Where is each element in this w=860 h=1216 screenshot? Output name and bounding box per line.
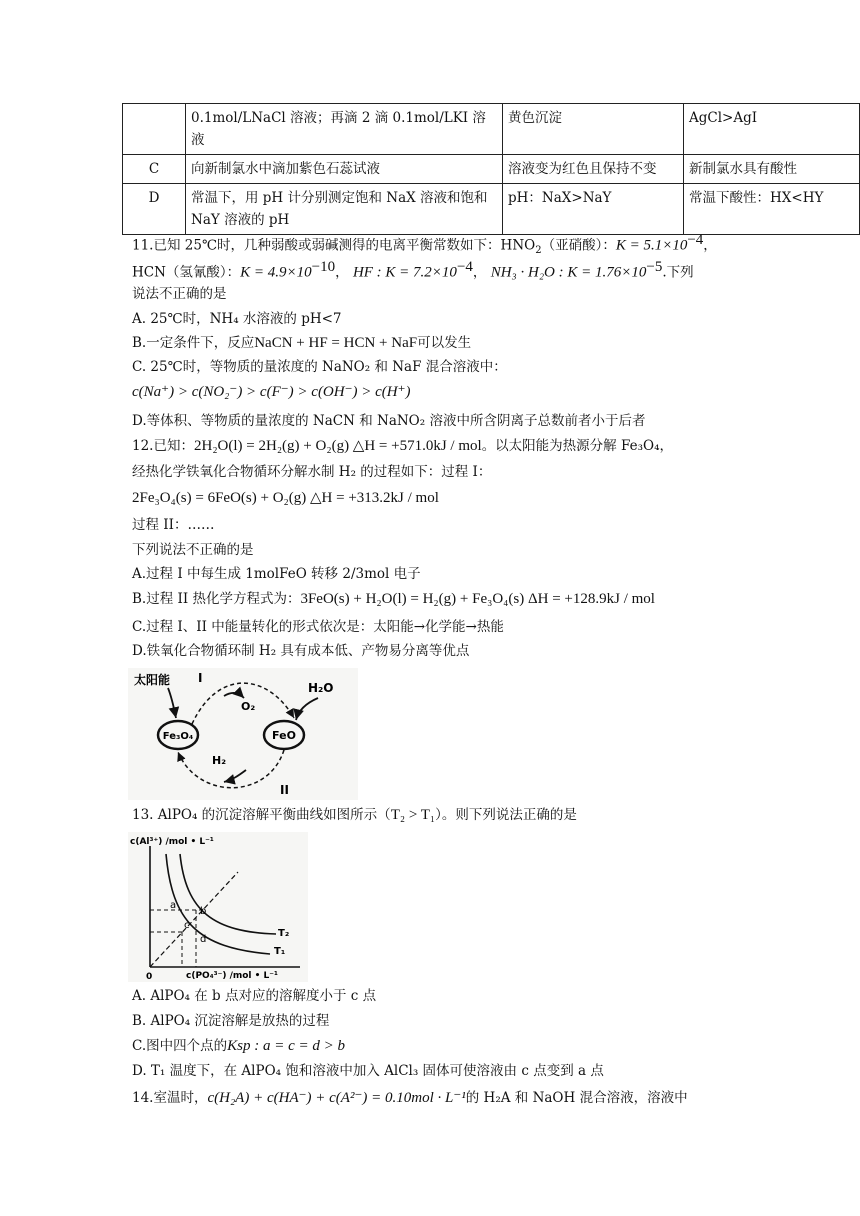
- q13-text: ）。则下列说法正确的是: [435, 807, 577, 823]
- thermo-equation: 3FeO(s) + H₂O(l) = H₂(g) + Fe₃O₄(s) ΔH = +128.9kJ / mol: [300, 591, 655, 607]
- solubility-curve-figure: [128, 832, 308, 982]
- table-cell: 向新制氯水中滴加紫色石蕊试液: [186, 155, 503, 184]
- point-b-label: b: [200, 906, 207, 917]
- q11-text: 11.已知 25℃时，几种弱酸或弱碱测得的电离平衡常数如下：HNO: [132, 237, 536, 254]
- q13-text: C.图中四个点的: [132, 1038, 228, 1054]
- q11-option-d: D.等体积、等物质的量浓度的 NaCN 和 NaNO₂ 溶液中所含阴离子总数前者小于后者: [132, 413, 646, 429]
- options-table: [122, 103, 860, 235]
- x-axis-label: c(PO₄³⁻) /mol • L⁻¹: [186, 971, 278, 981]
- fe3o4-label: Fe₃O₄: [162, 731, 194, 742]
- q11-stem: 说法不正确的是: [132, 286, 227, 302]
- curve-t2-label: T₂: [278, 928, 290, 939]
- q11-option-b: [132, 332, 471, 354]
- k-value: K = 5.1×10: [615, 237, 688, 254]
- table-row: [123, 184, 860, 235]
- q12-option-d: D.铁氧化合物循环制 H₂ 具有成本低、产物易分离等优点: [132, 643, 470, 659]
- q12-line2: 经热化学铁氧化合物循环分解水制 H₂ 的过程如下：过程 I：: [132, 464, 492, 480]
- k-value: K = 4.9×10: [240, 264, 312, 281]
- q11-option-c-inequality: c(Na⁺) > c(NO₂⁻) > c(F⁻) > c(OH⁻) > c(H⁺): [132, 384, 411, 400]
- q11-text: HCN（氢氰酸）：: [132, 264, 241, 281]
- sun-energy-label: 太阳能: [134, 673, 171, 687]
- point-c-label: c: [184, 920, 190, 931]
- temperature-condition: T₂ > T₁: [390, 807, 436, 823]
- feo-label: FeO: [272, 729, 296, 742]
- figure-background: [128, 832, 308, 982]
- table-cell: pH：NaX>NaY: [503, 184, 684, 235]
- q14-line1: [132, 1087, 688, 1109]
- o2-label: O₂: [241, 700, 256, 713]
- q12-equation-process-1: 2Fe₃O₄(s) = 6FeO(s) + O₂(g) △H = +313.2kJ / mol: [132, 490, 439, 506]
- q12-option-b: [132, 588, 655, 610]
- q13-option-c: [132, 1035, 345, 1057]
- table-cell: 常温下酸性：HX<HY: [684, 184, 860, 235]
- q12-stem: 下列说法不正确的是: [132, 542, 254, 558]
- q11-text: .下列: [662, 264, 694, 281]
- row-label: C: [123, 155, 186, 184]
- q14-text: 14.室温时，: [132, 1090, 208, 1106]
- q13-text: 13. AlPO₄ 的沉淀溶解平衡曲线如图所示（: [132, 807, 391, 823]
- q11-line1: 11.已知 25℃时，几种弱酸或弱碱测得的电离平衡常数如下：$HNO_2$（亚硝酸）：$K = 5.1\times 10^{-4}$，: [132, 232, 717, 257]
- q12-text: 12.已知：: [132, 438, 194, 454]
- q13-option-b: B. AlPO₄ 沉淀溶解是放热的过程: [132, 1013, 330, 1029]
- k-value: NH₃ · H₂O : K = 1.76×10: [490, 264, 647, 281]
- q14-text: 的 H₂A 和 NaOH 混合溶液，溶液中: [465, 1090, 688, 1106]
- q12-text: 。以太阳能为热源分解 Fe₃O₄，: [481, 438, 673, 454]
- curve-t1-label: T₁: [274, 946, 286, 957]
- row-label: [123, 104, 186, 155]
- k-exponent: −10: [311, 259, 336, 275]
- q12-option-c: C.过程 I、II 中能量转化的形式依次是：太阳能→化学能→热能: [132, 619, 504, 635]
- table-row: [123, 155, 860, 184]
- table-cell: 0.1mol/LNaCl 溶液；再滴 2 滴 0.1mol/LKI 溶液: [186, 104, 503, 155]
- process-1-label: I: [198, 671, 203, 685]
- process-2-label: II: [280, 783, 289, 797]
- y-axis-label: c(Al³⁺) /mol • L⁻¹: [130, 837, 214, 847]
- table-cell: 常温下，用 pH 计分别测定饱和 NaX 溶液和饱和 NaY 溶液的 pH: [186, 184, 503, 235]
- q12-text: B.过程 II 热化学方程式为：: [132, 591, 301, 607]
- k-exponent: −5: [646, 259, 663, 275]
- table-cell: AgCl>AgI: [684, 104, 860, 155]
- q11-text: （亚硝酸）：: [541, 237, 616, 254]
- thermo-equation: 2H₂O(l) = 2H₂(g) + O₂(g) △H = +571.0kJ / mol: [193, 438, 482, 454]
- q11-option-a: A. 25℃时，NH₄ 水溶液的 pH<7: [132, 311, 342, 327]
- origin-label: 0: [146, 972, 153, 982]
- h2o-label: H₂O: [308, 681, 334, 695]
- concentration-equation: c(H₂A) + c(HA⁻) + c(A²⁻) = 0.10mol · L⁻¹: [207, 1090, 466, 1106]
- q12-process-2: 过程 II：……: [132, 517, 215, 533]
- iron-oxide-cycle-diagram: [128, 668, 358, 800]
- q13-option-a: A. AlPO₄ 在 b 点对应的溶解度小于 c 点: [132, 988, 377, 1004]
- q12-line1: [132, 435, 673, 457]
- table-cell: 溶液变为红色且保持不变: [503, 155, 684, 184]
- table-row: [123, 104, 860, 155]
- q11-line2: HCN（氢氰酸）：$K = 4.9\times 10^{-10}$， HF : $K = 7.2\times 10^{-4}$， NH₃ · H₂O : $K = 1.76\times 10^{-5}$.下列: [132, 259, 694, 281]
- table-cell: 黄色沉淀: [503, 104, 684, 155]
- q11-option-c: C. 25℃时，等物质的量浓度的 NaNO₂ 和 NaF 混合溶液中：: [132, 359, 507, 375]
- k-value: HF : K = 7.2×10: [352, 264, 457, 281]
- q13-option-d: D. T₁ 温度下，在 AlPO₄ 饱和溶液中加入 AlCl₃ 固体可使溶液由 c 点变到 a 点: [132, 1063, 604, 1079]
- h2-label: H₂: [212, 754, 227, 767]
- point-a-label: a: [170, 900, 177, 911]
- reaction-equation: NaCN + HF = HCN + NaF: [254, 335, 418, 351]
- q12-option-a: A.过程 I 中每生成 1molFeO 转移 2/3mol 电子: [132, 566, 421, 582]
- row-label: D: [123, 184, 186, 235]
- q11-text: B.一定条件下，反应: [132, 335, 255, 351]
- table-cell: 新制氯水具有酸性: [684, 155, 860, 184]
- k-exponent: −4: [456, 259, 473, 275]
- q11-text: 可以发生: [417, 335, 472, 351]
- point-d-label: d: [200, 934, 207, 945]
- k-exponent: −4: [687, 232, 704, 248]
- ksp-relation: Ksp : a = c = d > b: [227, 1038, 346, 1054]
- q13-line1: [132, 804, 577, 826]
